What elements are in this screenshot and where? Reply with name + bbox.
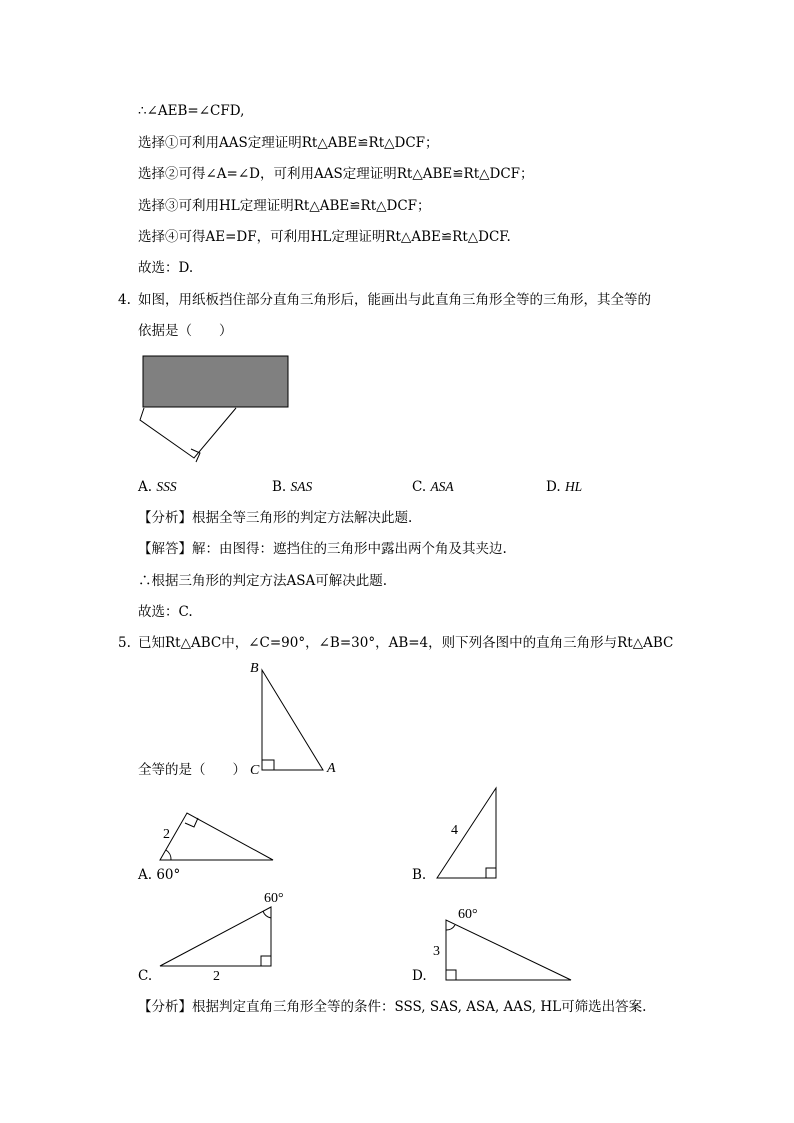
q4-option-c: C. ASA (412, 479, 454, 495)
q5-option-d-angle-arc (446, 925, 455, 930)
q5-option-a-side-label: 2 (163, 827, 170, 842)
q5-option-d-angle-label: 60° (458, 907, 478, 922)
q4-therefore: ∴根据三角形的判定方法ASA可解决此题. (138, 573, 388, 589)
q5-option-d: D. (412, 968, 427, 984)
q5-option-a-right-angle (185, 818, 198, 827)
q5-option-c: C. (138, 968, 153, 984)
q5-option-d-side-label: 3 (433, 944, 440, 959)
prev-line-5: 选择④可得AE=DF，可利用HL定理证明Rt△ABE≌Rt△DCF. (138, 229, 511, 245)
q5-option-a: A. 60° (138, 867, 181, 883)
q5-option-d-right-angle (446, 970, 456, 980)
prev-line-1: ∴∠AEB=∠CFD, (138, 103, 245, 119)
q5-analysis: 【分析】根据判定直角三角形全等的条件：SSS, SAS, ASA, AAS, HL可筛选出答案. (138, 999, 647, 1015)
q5-option-d-triangle (446, 920, 571, 980)
q4-stem-line-1: 如图，用纸板挡住部分直角三角形后，能画出与此直角三角形全等的三角形，其全等的 (138, 292, 651, 308)
q5-option-a-angle-arc (166, 850, 171, 860)
q5-option-c-side-label: 2 (213, 969, 220, 984)
q5-option-c-triangle (160, 907, 271, 966)
q4-option-d: D. HL (546, 479, 583, 495)
q5-stem-line-2: 全等的是（ ） (138, 762, 246, 778)
q5-option-b-side-label: 4 (451, 823, 458, 838)
q4-stem-line-2: 依据是（ ） (138, 323, 233, 339)
q4-option-a: A. SSS (138, 479, 177, 495)
q5-label-b: B (250, 661, 259, 676)
prev-line-4: 选择③可利用HL定理证明Rt△ABE≌Rt△DCF； (138, 198, 431, 214)
prev-answer: 故选：D. (138, 260, 194, 276)
q5-option-c-angle-arc (263, 911, 271, 918)
q4-solution: 【解答】解：由图得：遮挡住的三角形中露出两个角及其夹边. (138, 541, 507, 557)
q5-option-b-right-angle (486, 868, 496, 878)
prev-line-2: 选择①可利用AAS定理证明Rt△ABE≌Rt△DCF； (138, 135, 439, 151)
q5-label-c: C (250, 763, 260, 778)
q5-stem: 已知Rt△ABC中，∠C=90°，∠B=30°，AB=4，则下列各图中的直角三角形与Rt△ABC (138, 635, 674, 651)
q5-option-b: B. (412, 867, 427, 883)
q5-option-b-triangle (437, 788, 496, 878)
q5-number: 5. (118, 635, 131, 651)
q4-answer: 故选：C. (138, 604, 193, 620)
q5-option-c-angle-label: 60° (264, 891, 284, 906)
q4-option-b: B. SAS (272, 479, 313, 495)
q4-analysis: 【分析】根据全等三角形的判定方法解决此题. (138, 510, 413, 526)
q5-option-a-triangle (160, 813, 273, 860)
q5-option-c-right-angle (261, 956, 271, 966)
q5-label-a: A (327, 761, 336, 776)
q4-number: 4. (118, 292, 131, 308)
prev-line-3: 选择②可得∠A=∠D，可利用AAS定理证明Rt△ABE≌Rt△DCF； (138, 166, 534, 182)
